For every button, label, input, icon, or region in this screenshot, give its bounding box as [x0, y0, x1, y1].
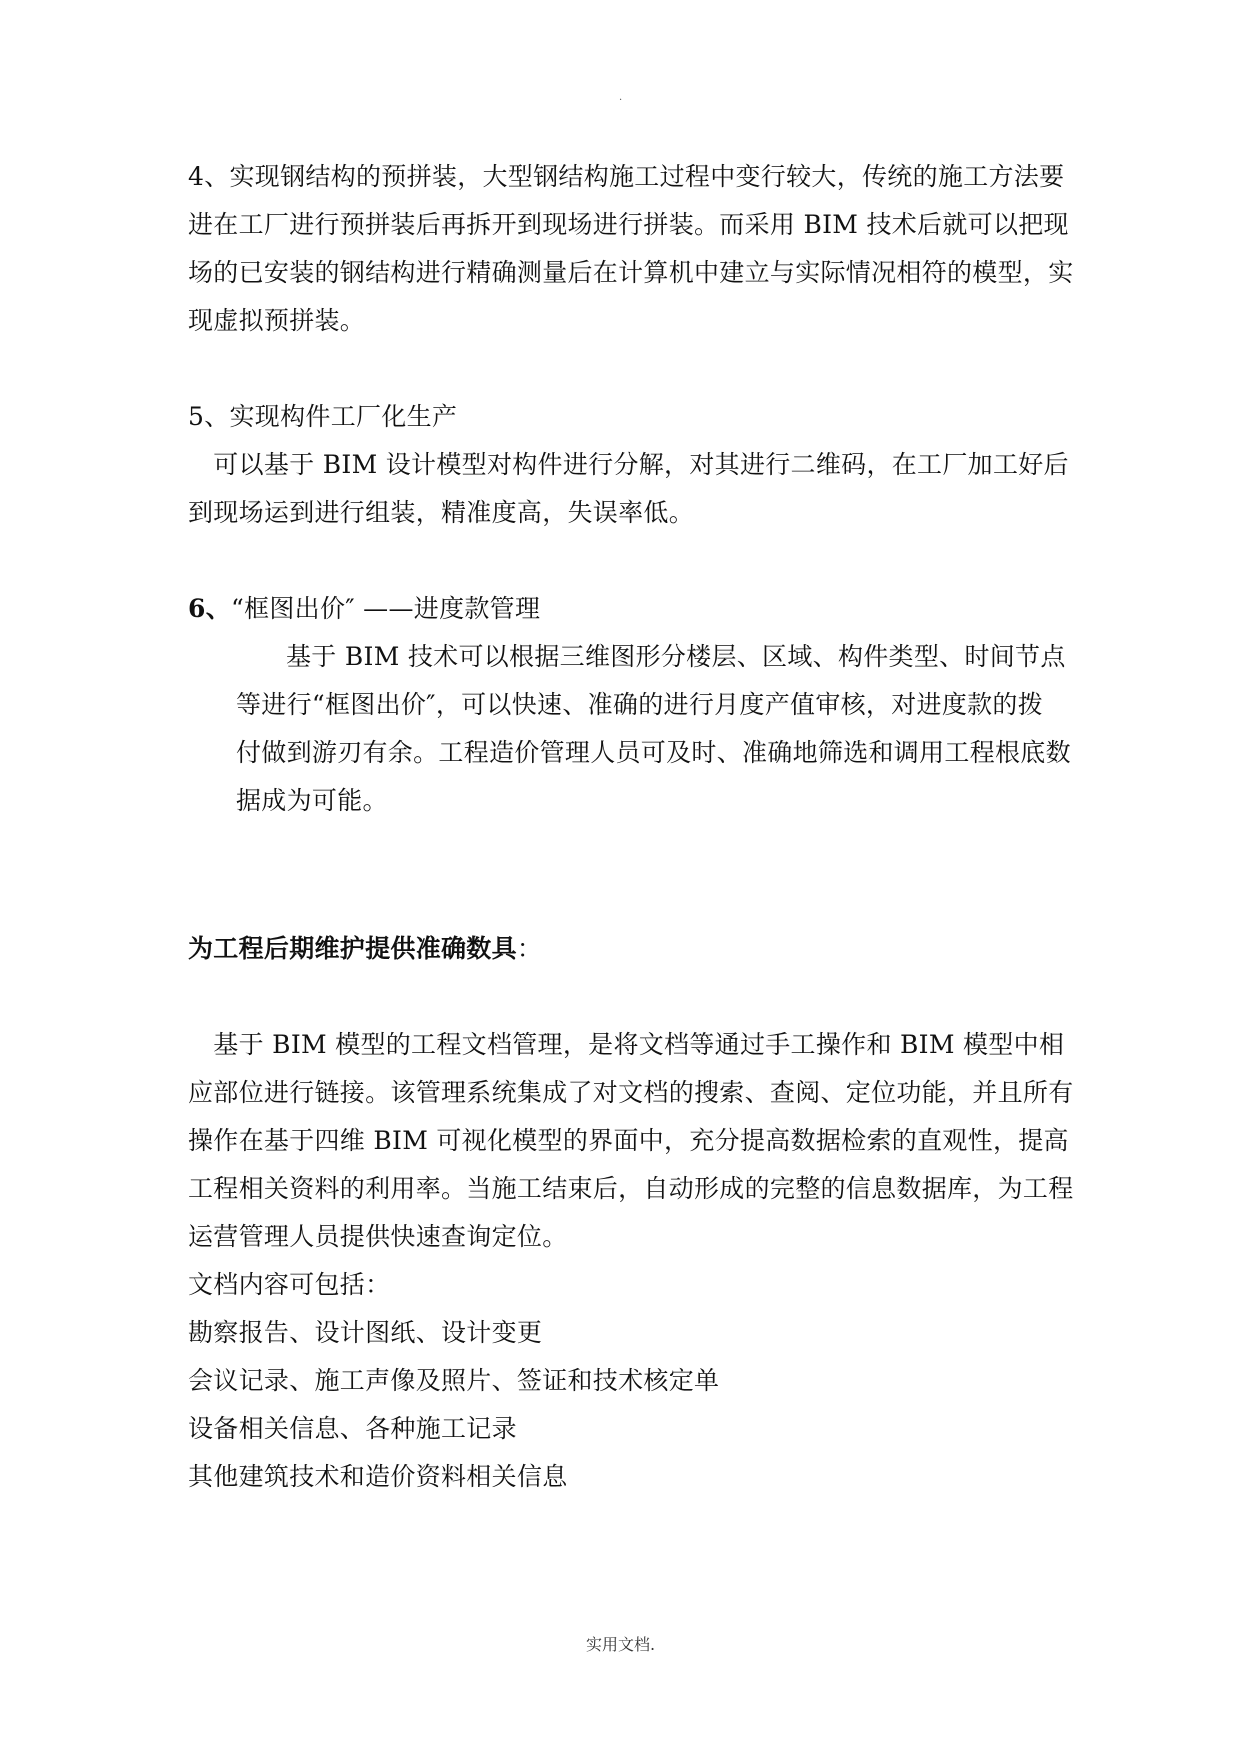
document-list-item: 会议记录、施工声像及照片、签证和技术核定单 [188, 1366, 720, 1395]
section5-line-2: 到现场运到进行组装，精准度高，失误率低。 [188, 498, 695, 527]
page-footer: 实用文档. [585, 1635, 656, 1654]
maintenance-line-3: 操作在基于四维 BIM 可视化模型的界面中，充分提高数据检索的直观性，提高 [188, 1126, 1069, 1155]
maintenance-line-1: 基于 BIM 模型的工程文档管理，是将文档等通过手工操作和 BIM 模型中相 [188, 1030, 1065, 1059]
section5-line-1: 可以基于 BIM 设计模型对构件进行分解，对其进行二维码，在工厂加工好后 [188, 450, 1069, 479]
section5-title: 5、实现构件工厂化生产 [188, 402, 458, 431]
document-list-item: 设备相关信息、各种施工记录 [188, 1414, 517, 1443]
section6-line-1: 基于 BIM 技术可以根据三维图形分楼层、区域、构件类型、时间节点 [286, 642, 1066, 671]
document-list-intro: 文档内容可包括： [188, 1270, 391, 1299]
section4-line-1: 4、实现钢结构的预拼装，大型钢结构施工过程中变行较大，传统的施工方法要 [188, 162, 1065, 191]
maintenance-line-2: 应部位进行链接。该管理系统集成了对文档的搜索、查阅、定位功能，并且所有 [188, 1078, 1074, 1107]
section6-title-text: “框图出价″ ——进度款管理 [231, 594, 541, 623]
maintenance-line-4: 工程相关资料的利用率。当施工结束后，自动形成的完整的信息数据库，为工程 [188, 1174, 1074, 1203]
header-mark: . [619, 92, 623, 103]
maintenance-heading [188, 924, 542, 973]
section6-line-4: 据成为可能。 [236, 786, 388, 815]
section6-line-2: 等进行“框图出价″，可以快速、准确的进行月度产值审核，对进度款的拨 [236, 690, 1044, 719]
document-list-item: 勘察报告、设计图纸、设计变更 [188, 1318, 543, 1347]
maintenance-line-5: 运营管理人员提供快速查询定位。 [188, 1222, 568, 1251]
section6-line-3: 付做到游刃有余。工程造价管理人员可及时、准确地筛选和调用工程根底数 [236, 738, 1071, 767]
section4-line-4: 现虚拟预拼装。 [188, 306, 366, 335]
section4-line-3: 场的已安装的钢结构进行精确测量后在计算机中建立与实际情况相符的模型，实 [188, 258, 1074, 287]
section6-title [188, 584, 540, 633]
section6-title-number: 6、 [188, 594, 231, 623]
document-list-item: 其他建筑技术和造价资料相关信息 [188, 1462, 568, 1491]
maintenance-heading-suffix: ： [516, 934, 543, 963]
section4-line-2: 进在工厂进行预拼装后再拆开到现场进行拼装。而采用 BIM 技术后就可以把现 [188, 210, 1069, 239]
maintenance-heading-text: 为工程后期维护提供准确数具 [188, 934, 517, 963]
